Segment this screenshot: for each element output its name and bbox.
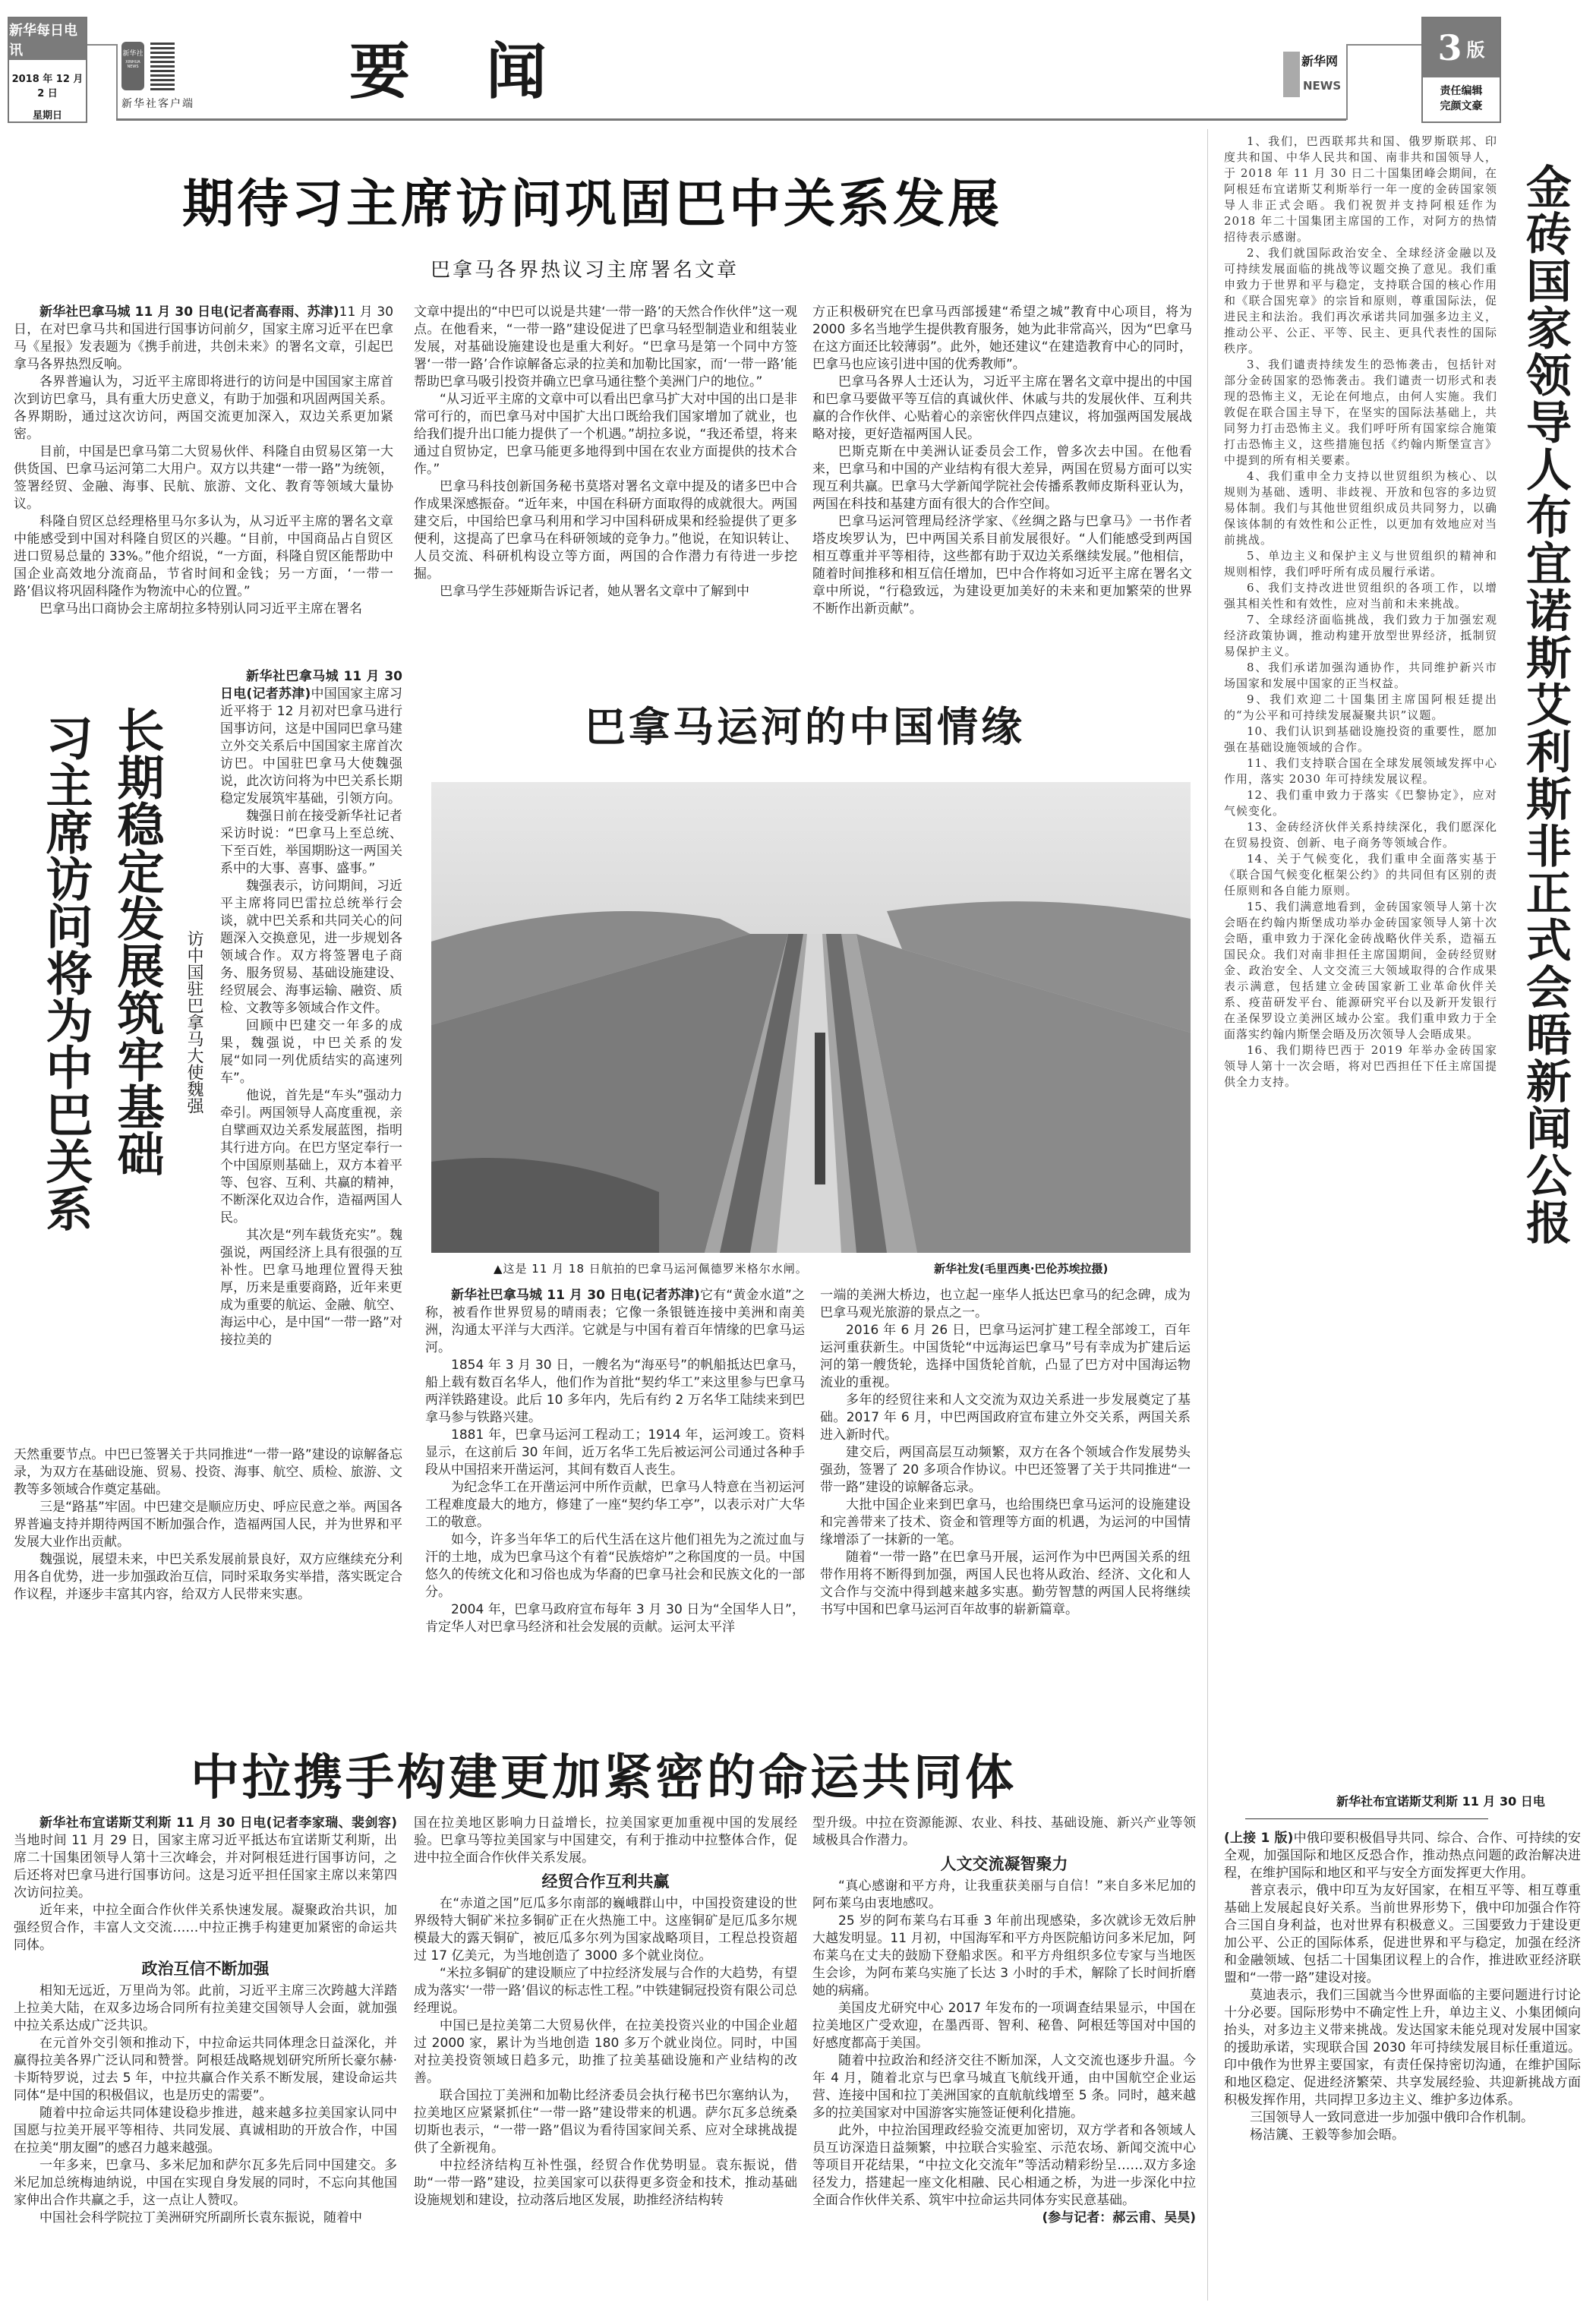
editor-label: 责任编辑 <box>1440 85 1483 97</box>
paragraph: 巴拿马科技创新国务秘书莫塔对署名文章中提及的诸多巴中合作成果深感振奋。“近年来，中国在科研方面取得的成就很大。两国建交后，中国给巴拿马利用和学习中国科研成果和经验提供了更多便利，这提高了巴拿马在科研领域的竞争力。”他说，在知识转让、人员交流、科研机构设立等方面，两国的合作潜力有待进一步挖掘。 <box>414 479 797 582</box>
paragraph: 巴斯克斯在中美洲认证委员会工作，曾多次去中国。在他看来，巴拿马和中国的产业结构有很大差异，两国在贸易方面可以实现互利共赢。巴拿马大学新闻学院社会传播系教师皮斯科亚认为，两国在科技和基建方面有很大的合作空间。 <box>812 444 1192 512</box>
paragraph: 建交后，两国高层互动频繁，双方在各个领域合作发展势头强劲，签署了 20 多项合作协议。中巴还签署了关于共同推进“一带一路”建设的谅解备忘录。 <box>820 1445 1191 1495</box>
news-logo-en: NEWS <box>1303 79 1342 93</box>
paragraph: 中俄印要积极倡导共同、综合、合作、可持续的安全观，加强国际和地区反恐合作，推动热点问题的政治解决进程，在维护国际和地区和平与安全方面发挥更大作用。 <box>1224 1831 1581 1881</box>
article4-column-2 <box>414 1815 797 2209</box>
xinhua-app-icon <box>121 42 144 90</box>
paragraph: 近年来，中拉全面合作伙伴关系快速发展。凝聚政治共识，加强经贸合作，丰富人文交流……中拉正携手构建更加紧密的命运共同体。 <box>14 1903 397 1953</box>
article3-headline: 巴拿马运河的中国情缘 <box>585 702 1025 751</box>
article4-dateline: 新华社布宜诺斯艾利斯 11 月 30 日电(记者李家瑞、裴剑容) <box>39 1815 397 1831</box>
paragraph: 在元首外交引领和推动下，中拉命运共同体理念日益深化，并赢得拉美各界广泛认同和赞誉。阿根廷战略规划研究所所长豪尔赫·卡斯特罗说，过去 5 年，中拉共赢合作关系不断发展，建设命运共同体“是中国的积极倡议，也是历史的需要”。 <box>14 2036 397 2103</box>
paragraph: 型升级。中拉在资源能源、农业、科技、基础设施、新兴产业等领域极具合作潜力。 <box>812 1815 1196 1848</box>
photo-credit: 新华社发(毛里西奥·巴伦苏埃拉摄) <box>934 1262 1109 1276</box>
paragraph: 科隆自贸区总经理格里马尔多认为，从习近平主席的署名文章中能感受到中国对科隆自贸区的兴趣。“目前，中国商品占自贸区进口贸易总量的 33%。”他介绍说，“一方面，科隆自贸区能帮助中国企业高效地分流商品，节省时间和金钱；另一方面，‘一带一路’倡议将巩固科隆作为物流中心的位置。” <box>14 514 393 599</box>
paragraph: 魏强日前在接受新华社记者采访时说：“巴拿马上至总统、下至百姓，举国期盼这一两国关系中的大事、喜事、盛事。” <box>220 809 402 876</box>
article1-subheadline: 巴拿马各界热议习主席署名文章 <box>430 259 739 282</box>
paragraph: “真心感谢和平方舟，让我重获美丽与自信！”来自多米尼加的阿布莱乌由衷地感叹。 <box>812 1878 1196 1911</box>
article1-dateline: 新华社巴拿马城 11 月 30 日电(记者高春雨、苏津) <box>39 304 339 320</box>
paragraph: 他说，首先是“车头”强动力牵引。两国领导人高度重视，亲自擘画双边关系发展蓝图，指明其行进方向。在巴方坚定奉行一个中国原则基础上，双方本着平等、包容、互利、共赢的精神，不断深化双边合作，造福两国人民。 <box>220 1088 402 1225</box>
paragraph: 13、金砖经济伙伴关系持续深化，我们愿深化在贸易投资、创新、电子商务等领域合作。 <box>1224 820 1497 850</box>
continued-lead: (上接 1 版) <box>1224 1831 1294 1846</box>
article1-column-1 <box>14 304 393 618</box>
brics-headline: 金砖国家领导人布宜诺斯艾利斯非正式会晤新闻公报 <box>1519 163 1572 1246</box>
masthead-rule <box>116 44 118 120</box>
paragraph: 16、我们期待巴西于 2019 年举办金砖国家领导人第十一次会晤，将对巴西担任下任主席国提供全力支持。 <box>1224 1043 1497 1089</box>
app-icon-text: 新华社 <box>122 50 144 58</box>
article2-column <box>220 668 402 1349</box>
paragraph: 为纪念华工在开凿运河中所作贡献，巴拿马人特意在当初运河工程难度最大的地方，修建了一座“契约华工亭”，以表示对广大华工的敬意。 <box>425 1480 805 1530</box>
editor-name: 完颜文豪 <box>1440 100 1483 112</box>
paragraph: 普京表示，俄中印互为友好国家，在相互平等、相互尊重基础上发展起良好关系。当前世界形势下，俄中印加强合作符合三国自身利益，也对世界有积极意义。三国要致力于建设更加公平、公正的国际体系，促进世界和平与稳定，加强在经济和金融领域、包括二十国集团议程上的合作，推进欧亚经济联盟和“一带一路”建设对接。 <box>1224 1883 1581 1986</box>
paragraph: 魏强说，展望未来，中巴关系发展前景良好，双方应继续充分利用各自优势，进一步加强政治互信，同时采取务实举措，落实既定合作议程，并逐步丰富其内容，给双方人民带来实惠。 <box>14 1552 402 1602</box>
masthead-date-box <box>8 17 87 123</box>
article2-title-line1: 习主席访问将为中巴关系 <box>38 714 93 1232</box>
paragraph: 5、单边主义和保护主义与世贸组织的精神和规则相悖，我们呼吁所有成员履行承诺。 <box>1224 549 1497 579</box>
paragraph: 一年多来，巴拿马、多米尼加和萨尔瓦多先后同中国建交。多米尼加总统梅迪纳说，中国在实现自身发展的同时，不忘向其他国家伸出合作共赢之手，这一点让人赞叹。 <box>14 2158 397 2208</box>
paragraph: 巴拿马运河管理局经济学家、《丝绸之路与巴拿马》一书作者塔皮埃罗认为，巴中两国关系目前发展很好。“人们能感受到两国相互尊重并平等相待，这些都有助于双边关系继续发展。”他相信，随着时间推移和相互信任增加，巴中合作将如习近平主席在署名文章中所说，“行稳致远，为建设更加美好的未来和更加繁荣的世界不断作出新贡献”。 <box>812 514 1192 617</box>
brics-signoff: 新华社布宜诺斯艾利斯 11 月 30 日电 <box>1336 1794 1545 1809</box>
paragraph: 此外，中拉治国理政经验交流更加密切，双方学者和各领域人员互访深造日益频繁，中拉联合实验室、示范农场、新闻交流中心等项目开花结果，“中拉文化交流年”等活动精彩纷呈……双方多途径发力，搭建起一座文化相融、民心相通之桥，为进一步深化中拉全面合作伙伴关系、筑牢中拉命运共同体夯实民意基础。 <box>812 2123 1196 2208</box>
paragraph: 随着中拉政治和经济交往不断加深，人文交流也逐步升温。今年 4 月，随着北京与巴拿马城直飞航线开通，由中国航空企业运营、连接中国和拉丁美洲国家的直航航线增至 5 条。同时，越来越多的拉美国家对中国游客实施签证便利化措施。 <box>812 2053 1196 2121</box>
brics-communique <box>1224 134 1497 1090</box>
paragraph: 随着中拉命运共同体建设稳步推进，越来越多拉美国家认同中国愿与拉美开展平等相待、共同发展、真诚相助的开放合作，中国在拉美“朋友圈”的感召力越来越强。 <box>14 2105 397 2156</box>
masthead-rule <box>1346 44 1348 120</box>
masthead-rule <box>87 44 118 46</box>
article4-column-3 <box>812 1815 1196 2227</box>
paragraph: 多年的经贸往来和人文交流为双边关系进一步发展奠定了基础。2017 年 6 月，中巴两国政府宣布建立外交关系，两国关系进入新时代。 <box>820 1393 1191 1443</box>
paragraph: 一端的美洲大桥边，也立起一座华人抵达巴拿马的纪念碑，成为巴拿马观光旅游的景点之一。 <box>820 1288 1191 1320</box>
paragraph: 2016 年 6 月 26 日，巴拿马运河扩建工程全部竣工，百年运河重获新生。中国货轮“中远海运巴拿马”号有幸成为扩建后运河的第一艘货轮，选择中国货轮首航，凸显了巴方对中国海运物流业的重视。 <box>820 1323 1191 1390</box>
masthead-rule <box>1346 44 1422 46</box>
article4-headline: 中拉携手构建更加紧密的命运共同体 <box>191 1750 1017 1806</box>
paragraph: 11、我们支持联合国在全球发展领域发挥中心作用，落实 2030 年可持续发展议程。 <box>1224 756 1497 786</box>
app-icon-en: XINHUA NEWS <box>125 60 140 69</box>
paragraph: 三是“路基”牢固。中巴建交是顺应历史、呼应民意之举。两国各界普遍支持并期待两国不断加强合作，造福两国人民，并为世界和平发展大业作出贡献。 <box>14 1500 402 1550</box>
paragraph: 随着“一带一路”在巴拿马开展，运河作为中巴两国关系的纽带作用将不断得到加强，两国人民也将从政治、经济、文化和人文合作与交流中得到越来越多实惠。勤劳智慧的两国人民将继续书写中国和巴拿马运河百年故事的崭新篇章。 <box>820 1550 1191 1617</box>
article4-column-1 <box>14 1815 397 2227</box>
news-logo-cn: 新华网 <box>1301 54 1339 68</box>
paragraph: 2、我们就国际政治安全、全球经济金融以及可持续发展面临的挑战等议题交换了意见。我们重申致力于世界和平与稳定，支持联合国的核心作用和《联合国宪章》的宗旨和原则，尊重国际法，促进民主和法治。我们再次承诺共同加强多边主义，推动公平、公正、平等、民主、更具代表性的国际秩序。 <box>1224 246 1497 355</box>
paragraph: 1、我们，巴西联邦共和国、俄罗斯联邦、印度共和国、中华人民共和国、南非共和国领导人，于 2018 年 11 月 30 日二十国集团峰会期间，在阿根廷布宜诺斯艾利斯举行一年一度的金砖国家领导人非正式会晤。我们祝贺并支持阿根廷作为 2018 年二十国集团主席国的工作，对阿方的热情招待表示感谢。 <box>1224 134 1497 244</box>
canal-photo <box>431 782 1191 1253</box>
paragraph: 11 月 30 日，在对巴拿马共和国进行国事访问前夕，国家主席习近平在巴拿马《星报》发表题为《携手前进，共创未来》的署名文章，引起巴拿马各界热烈反响。 <box>14 304 394 372</box>
column-divider <box>1207 129 1208 2301</box>
paragraph: 2004 年，巴拿马政府宣布每年 3 月 30 日为“全国华人日”，肯定华人对巴拿马经济和社会发展的贡献。运河太平洋 <box>425 1602 805 1635</box>
paragraph: 它有“黄金水道”之称，被看作世界贸易的晴雨表；它像一条银链连接中美洲和南美洲，沟通太平洋与大西洋。它就是与中国有着百年情缘的巴拿马运河。 <box>425 1288 805 1355</box>
article2-subtitle: 访中国驻巴拿马大使魏强 <box>185 930 203 1114</box>
article3-column-1 <box>425 1287 805 1636</box>
paragraph: 1854 年 3 月 30 日，一艘名为“海巫号”的帆船抵达巴拿马，船上载有数百名华人，他们作为首批“契约华工”来这里参与巴拿马两洋铁路建设。此后 10 多年内，先后有约 2 万名华工陆续来到巴拿马参与铁路兴建。 <box>425 1358 805 1425</box>
paragraph: 杨洁篪、王毅等参加会晤。 <box>1250 2127 1405 2143</box>
paragraph: 天然重要节点。中巴已签署关于共同推进“一带一路”建设的谅解备忘录，为双方在基础设施、贸易、投资、海事、航空、质检、旅游、文教等多领域合作奠定基础。 <box>14 1447 402 1497</box>
paragraph: 7、全球经济面临挑战，我们致力于加强宏观经济政策协调，推动构建开放型世界经济，抵制贸易保护主义。 <box>1224 613 1497 658</box>
paragraph: 中国国家主席习近平将于 12 月初对巴拿马进行国事访问，这是中国同巴拿马建立外交关系后中国国家主席首次访巴。中国驻巴拿马大使魏强说，此次访问将为中巴关系长期稳定发展筑牢基础，引领方向。 <box>220 686 402 806</box>
paragraph: 中国社会科学院拉丁美洲研究所副所长袁东振说，随着中 <box>39 2210 362 2225</box>
app-label: 新华社客户端 <box>121 98 194 110</box>
article3-column-2 <box>820 1287 1191 1619</box>
xinhuanet-logo <box>1283 52 1344 97</box>
paper-name: 新华每日电讯 <box>9 18 86 60</box>
paragraph: “从习近平主席的文章中可以看出巴拿马扩大对中国的出口是非常可行的，而巴拿马对中国扩大出口既给我们国家增加了就业，也给我们提升出口能力提供了一个机遇。”胡拉多说，“我还希望，将来通过自贸协定，巴拿马能更多地得到中国在农业方面提供的技术合作。” <box>414 392 797 477</box>
paragraph: 15、我们满意地看到，金砖国家领导人第十次会晤在约翰内斯堡成功举办金砖国家领导人第十次会晤，重申致力于深化金砖战略伙伴关系，造福五国民众。我们对南非担任主席国期间，金砖经贸财金、政治安全、人文交流三大领域取得的合作成果表示满意，包括建立金砖国家新工业革命伙伴关系、疫苗研发平台、能源研究平台以及新开发银行在圣保罗设立美洲区域办公室。我们重申致力于全面落实约翰内斯堡会晤及历次领导人会晤成果。 <box>1224 900 1497 1041</box>
article2-title-line2: 长期稳定发展筑牢基础 <box>109 706 165 1177</box>
paragraph: “米拉多铜矿的建设顺应了中拉经济发展与合作的大趋势，有望成为落实‘一带一路’倡议的标志性工程。”中铁建铜冠投资有限公司总经理说。 <box>414 1966 797 2016</box>
paragraph: 其次是“列车载货充实”。魏强说，两国经济上具有很强的互补性。巴拿马地理位置得天独厚，历来是重要商路，近年来更成为重要的航运、金融、航空、海运中心，是中国“一带一路”对接拉美的 <box>220 1228 402 1348</box>
paragraph: 8、我们承诺加强沟通协作，共同维护新兴市场国家和发展中国家的正当权益。 <box>1224 661 1497 690</box>
paragraph: 1881 年，巴拿马运河工程动工；1914 年，运河竣工。资料显示，在这前后 30 年间，近万名华工先后被运河公司通过各种手段从中国招来开凿运河，其间有数百人丧生。 <box>425 1427 805 1478</box>
paragraph: 联合国拉丁美洲和加勒比经济委员会执行秘书巴尔塞纳认为，拉美地区应紧紧抓住“一带一路”建设带来的机遇。萨尔瓦多总统桑切斯也表示，“一带一路”倡议为看待国家间关系、应对全球挑战提供了全新视角。 <box>414 2088 797 2156</box>
paragraph: 回顾中巴建交一年多的成果，魏强说，中巴关系的发展“如同一列优质结实的高速列车”。 <box>220 1018 402 1086</box>
paragraph: 目前，中国是巴拿马第二大贸易伙伴、科隆自由贸易区第一大供货国、巴拿马运河第二大用户。双方以共建“一带一路”为统领，签署经贸、金融、海事、民航、旅游、文化、教育等领域大量协议。 <box>14 444 393 512</box>
masthead-rule <box>116 118 1346 121</box>
paragraph: 魏强表示，访问期间，习近平主席将同巴雷拉总统举行会谈，就中巴关系和共同关心的问题深入交换意见，进一步规划各领域合作。双方将签署电子商务、服务贸易、基础设施建设、经贸展会、海事运输、融资、质检、文教等多领域合作文件。 <box>220 878 402 1016</box>
subhead-cultural-exchange: 人文交流凝智聚力 <box>940 1855 1068 1873</box>
paragraph: 莫迪表示，我们三国就当今世界面临的主要问题进行讨论十分必要。国际形势中不确定性上升，单边主义、小集团倾向抬头，对多边主义带来挑战。发达国家未能兑现对发展中国家的援助承诺，实现联合国 2030 年可持续发展目标任重道远。印中俄作为世界主要国家，有责任保持密切沟通，在维护国际和地区稳定、促进经济繁荣、共享发展经验、共迎新挑战方面积极发挥作用，共同捍卫多边主义、维护多边体系。 <box>1224 1988 1581 2108</box>
paragraph: 9、我们欢迎二十国集团主席国阿根廷提出的“为公平和可持续发展凝聚共识”议题。 <box>1224 692 1497 722</box>
subhead-economic-cooperation: 经贸合作互利共赢 <box>541 1872 670 1891</box>
paragraph: 巴拿马出口商协会主席胡拉多特别认同习近平主席在署名 <box>39 601 362 617</box>
paragraph: 14、关于气候变化，我们重申全面落实基于《联合国气候变化框架公约》的共同但有区别的责任原则和各自能力原则。 <box>1224 852 1497 897</box>
paragraph: 12、我们重申致力于落实《巴黎协定》，应对气候变化。 <box>1224 788 1497 818</box>
section-divider <box>1245 1818 1488 1819</box>
paragraph: 大批中国企业来到巴拿马，也给围绕巴拿马运河的设施建设和完善带来了技术、资金和管理等方面的机遇，为运河的中国情缘增添了一抹新的一笔。 <box>820 1497 1191 1547</box>
article1-column-2 <box>414 304 797 601</box>
paragraph: 当地时间 11 月 29 日，国家主席习近平抵达布宜诺斯艾利斯，出席二十国集团领导人第十三次峰会，并对阿根廷进行国事访问，之后还将对巴拿马进行国事访问。这是习近平担任国家主席以来第四次访问拉美。 <box>14 1833 397 1900</box>
paragraph: 3、我们谴责持续发生的恐怖袭击，包括针对部分金砖国家的恐怖袭击。我们谴责一切形式和表现的恐怖主义，无论在何地点，由何人实施。我们敦促在联合国主导下，在坚实的国际法基础上，共同努力打击恐怖主义。我们呼吁所有国家综合施策打击恐怖主义，这些措施包括《约翰内斯堡宣言》中提到的所有相关要素。 <box>1224 358 1497 467</box>
paragraph: 巴拿马学生莎娅斯告诉记者，她从署名文章中了解到中 <box>440 584 749 599</box>
issue-weekday: 星期日 <box>32 110 62 121</box>
paragraph: 文章中提出的“中巴可以说是共建‘一带一路’的天然合作伙伴”这一观点。在他看来，“一带一路”建设促进了巴拿马轻型制造业和组装业发展，对基础设施建设也是重大利好。“巴拿马是第一个同中方签署‘一带一路’合作谅解备忘录的拉美和加勒比国家，而‘一带一路’能帮助巴拿马吸引投资并确立巴拿马通往整个美洲门户的地位。” <box>414 304 797 390</box>
page-suffix: 版 <box>1466 39 1485 61</box>
article3-dateline: 新华社巴拿马城 11 月 30 日电(记者苏津) <box>451 1288 700 1303</box>
paragraph: 三国领导人一致同意进一步加强中俄印合作机制。 <box>1250 2110 1534 2125</box>
qr-code-icon <box>150 42 175 90</box>
photo-caption: ▲这是 11 月 18 日航拍的巴拿马运河佩德罗米格尔水闸。 <box>494 1262 808 1276</box>
page-number-box <box>1421 17 1501 123</box>
paragraph: 巴拿马各界人士还认为，习近平主席在署名文章中提出的中国和巴拿马要做平等互信的真诚伙伴、休戚与共的发展伙伴、互利共赢的合作伙伴、心贴着心的亲密伙伴四点建议，将加强两国发展战略对接，更好造福两国人民。 <box>812 374 1192 442</box>
paragraph: 中拉经济结构互补性强，经贸合作优势明显。袁东振说，借助“一带一路”建设，拉美国家可以获得更多资金和技术，推动基础设施规划和建设，拉动落后地区发展，助推经济结构转 <box>414 2158 797 2208</box>
paragraph: 25 岁的阿布莱乌右耳垂 3 年前出现感染，多次就诊无效后肿大越发明显。11 月初，中国海军和平方舟医院船访问多米尼加，阿布莱乌在丈夫的鼓励下登船求医。和平方舟组织多位专家与当地医生会诊，为阿布莱乌实施了长达 3 小时的手术，解除了长时间折磨她的病痛。 <box>812 1913 1196 1998</box>
article1-column-3 <box>812 304 1192 618</box>
paragraph: 各界普遍认为，习近平主席即将进行的访问是中国国家主席首次到访巴拿马，具有重大历史意义，有助于加强和巩固两国关系。各界期盼，通过这次访问，两国交流更加深入，双边关系更加紧密。 <box>14 374 393 442</box>
paragraph: 在“赤道之国”厄瓜多尔南部的巍峨群山中，中国投资建设的世界级特大铜矿米拉多铜矿正在火热施工中。这座铜矿是厄瓜多尔规模最大的露天铜矿，被厄瓜多尔列为国家战略项目，工程总投资超过 17 亿美元，为当地创造了 3000 多个就业岗位。 <box>414 1896 797 1963</box>
news-logo-n-icon <box>1283 52 1300 97</box>
paragraph: 国在拉美地区影响力日益增长，拉美国家更加重视中国的发展经验。巴拿马等拉美国家与中国建交，有利于推动中拉整体合作，促进中拉全面合作伙伴关系发展。 <box>414 1815 797 1866</box>
contributors: (参与记者：郝云甫、吴昊) <box>1042 2210 1196 2225</box>
paragraph: 如今，许多当年华工的后代生活在这片他们祖先为之流过血与汗的土地，成为巴拿马这个有着“民族熔炉”之称国度的一员。中国悠久的传统文化和习俗也成为华裔的巴拿马社会和民族文化的一部分。 <box>425 1532 805 1600</box>
paragraph: 10、我们认识到基础设施投资的重要性，愿加强在基础设施领域的合作。 <box>1224 724 1497 754</box>
paragraph: 6、我们支持改进世贸组织的各项工作，以增强其相关性和有效性，应对当前和未来挑战。 <box>1224 581 1497 610</box>
paragraph: 4、我们重申全力支持以世贸组织为核心、以规则为基础、透明、非歧视、开放和包容的多边贸易体制。我们与其他世贸组织成员共同努力，以确保该体制的有效性和公正性，以更加有效地应对当前挑战。 <box>1224 469 1497 547</box>
continued-from-page1 <box>1224 1830 1581 2144</box>
issue-date: 2018 年 12 月 2 日 <box>11 74 84 99</box>
article2-continuation <box>14 1446 402 1604</box>
canal-aerial-image <box>431 782 1191 1253</box>
paragraph: 相知无远近，万里尚为邻。此前，习近平主席三次跨越大洋踏上拉美大陆，在双多边场合同所有拉美建交国领导人会面，就加强中拉关系达成广泛共识。 <box>14 1983 397 2033</box>
subhead-political-trust: 政治互信不断加强 <box>141 1960 270 1978</box>
section-title: 要闻 <box>349 36 623 107</box>
article1-headline: 期待习主席访问巩固巴中关系发展 <box>181 175 1002 235</box>
paragraph: 中国已是拉美第二大贸易伙伴，在拉美投资兴业的中国企业超过 2000 家，累计为当地创造 180 多万个就业岗位。同时，中国对拉美投资领域日趋多元，助推了拉美基础设施和产业结构的改善。 <box>414 2018 797 2086</box>
paragraph: 方正积极研究在巴拿马西部援建“希望之城”教育中心项目，将为 2000 多名当地学生提供教育服务，她为此非常高兴，因为“巴拿马在这方面还比较薄弱”。此外，她还建议“在建造教育中心的同时，巴拿马也应该引进中国的优秀教师”。 <box>812 304 1192 372</box>
paragraph: 美国皮尤研究中心 2017 年发布的一项调查结果显示，中国在拉美地区广受欢迎，在墨西哥、智利、秘鲁、阿根廷等国对中国的好感度都高于美国。 <box>812 2001 1196 2051</box>
article2-dateline: 新华社巴拿马城 11 月 30 日电(记者苏津) <box>220 669 402 702</box>
page-number: 3 <box>1437 27 1462 68</box>
